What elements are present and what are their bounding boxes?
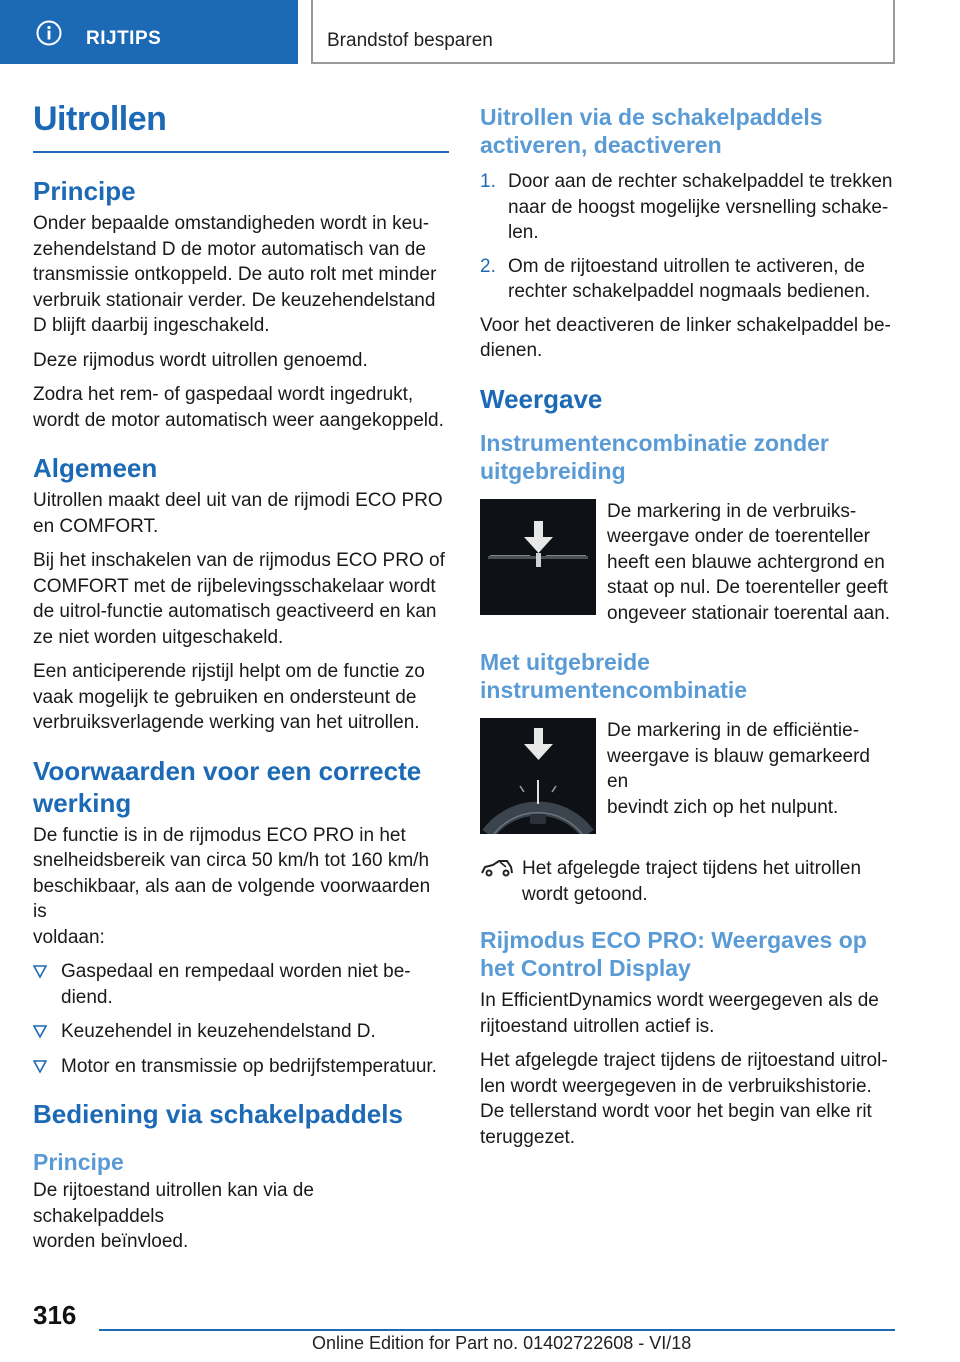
page-number: 316	[33, 1300, 77, 1330]
text-line: Deze rijmodus wordt uitrollen genoemd.	[33, 349, 368, 371]
text-line: ongeveer stationair toerental aan.	[607, 602, 891, 624]
text-line: verbruik stationair verder. De keuzehendelstand	[33, 289, 436, 311]
instrumenten-zonder-heading	[480, 429, 896, 485]
efficiency-gauge-icon	[480, 718, 596, 834]
condition-item	[33, 959, 449, 1010]
step-text: Door aan de rechter schakelpaddel te trekken	[508, 171, 893, 192]
text-line: teruggezet.	[480, 1126, 576, 1148]
activeren-heading	[480, 103, 896, 159]
text-line: Zodra het rem- of gaspedaal wordt ingedrukt,	[33, 384, 414, 405]
text-line: De markering in de verbruiks-	[607, 500, 857, 522]
text-line: heeft een blauwe achtergrond en	[607, 551, 885, 573]
text-line: vaak mogelijk te gebruiken en ondersteunt de	[33, 686, 417, 708]
condition-list	[33, 959, 449, 1079]
bullet-triangle-icon	[33, 1060, 47, 1074]
text-line: Het afgelegde traject tijdens het uitrollen	[522, 858, 862, 879]
principe-paragraph-1	[33, 211, 449, 339]
info-icon	[36, 20, 62, 46]
section-label: RIJTIPS	[86, 28, 162, 49]
footer-edition: Online Edition for Part no. 01402722608 - VI/18	[312, 1333, 692, 1353]
text-line: staat op nul. De toerenteller geeft	[607, 577, 888, 598]
text-line: verbruiksverlagende werking van het uitrollen.	[33, 712, 420, 733]
text-line: instrumentencombinatie	[480, 677, 748, 703]
extended-cluster-text	[607, 718, 896, 834]
text-line: Rijmodus ECO PRO: Weergaves op	[480, 927, 867, 953]
algemeen-heading: Algemeen	[33, 453, 158, 483]
text-line: Het afgelegde traject tijdens de rijtoestand uitrol-	[480, 1050, 888, 1071]
step-number: 1.	[480, 171, 496, 192]
text-line: Uitrollen maakt deel uit van de rijmodi ECO PRO	[33, 490, 443, 511]
text-line: Bij het inschakelen van de rijmodus ECO PRO of	[33, 550, 445, 571]
text-line: wordt de motor automatisch weer aangekoppeld.	[33, 409, 444, 431]
algemeen-paragraph-3	[33, 659, 449, 736]
weergave-heading: Weergave	[480, 383, 603, 414]
step-item	[480, 254, 896, 305]
text-line: Voorwaarden voor een correcte	[33, 755, 422, 786]
text-line: Uitrollen via de schakelpaddels	[480, 104, 823, 130]
text-line: In EfficientDynamics wordt weergegeven als de	[480, 990, 879, 1011]
bediening-paragraph	[33, 1178, 449, 1255]
down-arrow-icon	[480, 499, 596, 615]
step-list	[480, 169, 896, 305]
text-line: rijtoestand uitrollen actief is.	[480, 1015, 715, 1037]
text-line: het Control Display	[480, 955, 691, 981]
condition-item	[33, 1019, 449, 1045]
eco-pro-heading	[480, 926, 896, 982]
deactiveren-paragraph	[480, 313, 896, 364]
condition-text: Motor en transmissie op bedrijfstemperatuur.	[61, 1055, 437, 1077]
text-line: dienen.	[480, 340, 543, 361]
text-line: De tellerstand wordt voor het begin van elke rit	[480, 1101, 872, 1122]
text-line: weergave onder de toerenteller	[607, 526, 871, 547]
text-line: De functie is in de rijmodus ECO PRO in het	[33, 824, 406, 846]
voorwaarden-paragraph	[33, 823, 449, 951]
step-item	[480, 169, 896, 246]
uitgebreide-heading	[480, 648, 896, 704]
traject-paragraph	[480, 856, 896, 907]
left-column	[33, 96, 449, 1264]
step-number: 2.	[480, 255, 496, 277]
section-tab	[0, 0, 298, 64]
text-line: D blijft daarbij ingeschakeld.	[33, 315, 270, 336]
text-line: Onder bepaalde omstandigheden wordt in keu-	[33, 213, 430, 234]
basic-cluster-image	[480, 499, 596, 615]
chapter-label: Brandstof besparen	[327, 30, 493, 51]
text-line: weergave is blauw gemarkeerd en	[607, 745, 870, 792]
voorwaarden-heading	[33, 755, 449, 819]
step-text: len.	[508, 222, 539, 243]
text-line: De rijtoestand uitrollen kan via de schakelpaddels	[33, 1180, 314, 1227]
eco-paragraph-2	[480, 1048, 896, 1150]
text-line: uitgebreiding	[480, 457, 626, 484]
figure-extended-cluster	[480, 718, 896, 834]
algemeen-paragraph-1	[33, 488, 449, 539]
algemeen-paragraph-2	[33, 548, 449, 650]
footer-rule	[99, 1329, 895, 1331]
text-line: De markering in de efficiëntie-	[607, 720, 860, 741]
text-line: Instrumentencombinatie zonder	[480, 429, 829, 456]
figure-basic-cluster	[480, 499, 896, 627]
bullet-triangle-icon	[33, 1025, 47, 1039]
traject-text	[480, 856, 896, 907]
condition-item	[33, 1054, 449, 1080]
bediening-subheading: Principe	[33, 1149, 124, 1175]
text-line: zehendelstand D de motor automatisch van de	[33, 238, 426, 260]
condition-text: diend.	[61, 986, 113, 1008]
text-line: beschikbaar, als aan de volgende voorwaarden is	[33, 875, 431, 922]
text-line: wordt getoond.	[522, 883, 648, 905]
text-line: Met uitgebreide	[480, 649, 650, 675]
condition-text: Keuzehendel in keuzehendelstand D.	[61, 1021, 376, 1042]
text-line: Voor het deactiveren de linker schakelpaddel be-	[480, 314, 891, 336]
coasting-car-icon	[480, 859, 514, 877]
condition-text: Gaspedaal en rempedaal worden niet be-	[61, 961, 411, 982]
text-line: COMFORT met de rijbelevingsschakelaar wordt	[33, 575, 436, 597]
page-title: Uitrollen	[33, 96, 449, 153]
bediening-heading: Bediening via schakelpaddels	[33, 1099, 403, 1129]
text-line: activeren, deactiveren	[480, 132, 722, 158]
chapter-header	[311, 0, 895, 64]
basic-cluster-text	[607, 499, 890, 627]
right-column	[480, 103, 896, 1159]
text-line: werking	[33, 787, 132, 818]
text-line: transmissie ontkoppeld. De auto rolt met minder	[33, 264, 437, 285]
text-line: voldaan:	[33, 926, 105, 948]
bullet-triangle-icon	[33, 965, 47, 979]
principe-heading: Principe	[33, 176, 136, 206]
eco-paragraph-1	[480, 988, 896, 1039]
text-line: bevindt zich op het nulpunt.	[607, 796, 839, 818]
text-line: ze niet worden uitgeschakeld.	[33, 626, 284, 648]
step-text: Om de rijtoestand uitrollen te activeren, de	[508, 255, 865, 277]
text-line: Een anticiperende rijstijl helpt om de functie zo	[33, 661, 425, 682]
text-line: de uitrol-functie automatisch geactiveerd en kan	[33, 601, 437, 622]
step-text: rechter schakelpaddel nogmaals bedienen.	[508, 281, 871, 302]
text-line: snelheidsbereik van circa 50 km/h tot 160 km/h	[33, 850, 430, 871]
principe-paragraph-3	[33, 382, 449, 433]
principe-paragraph-2	[33, 348, 449, 374]
step-text: naar de hoogst mogelijke versnelling schake-	[508, 196, 889, 218]
text-line: en COMFORT.	[33, 515, 159, 537]
text-line: len wordt weergegeven in de verbruikshistorie.	[480, 1075, 872, 1097]
text-line: worden beïnvloed.	[33, 1231, 189, 1252]
extended-cluster-image	[480, 718, 596, 834]
